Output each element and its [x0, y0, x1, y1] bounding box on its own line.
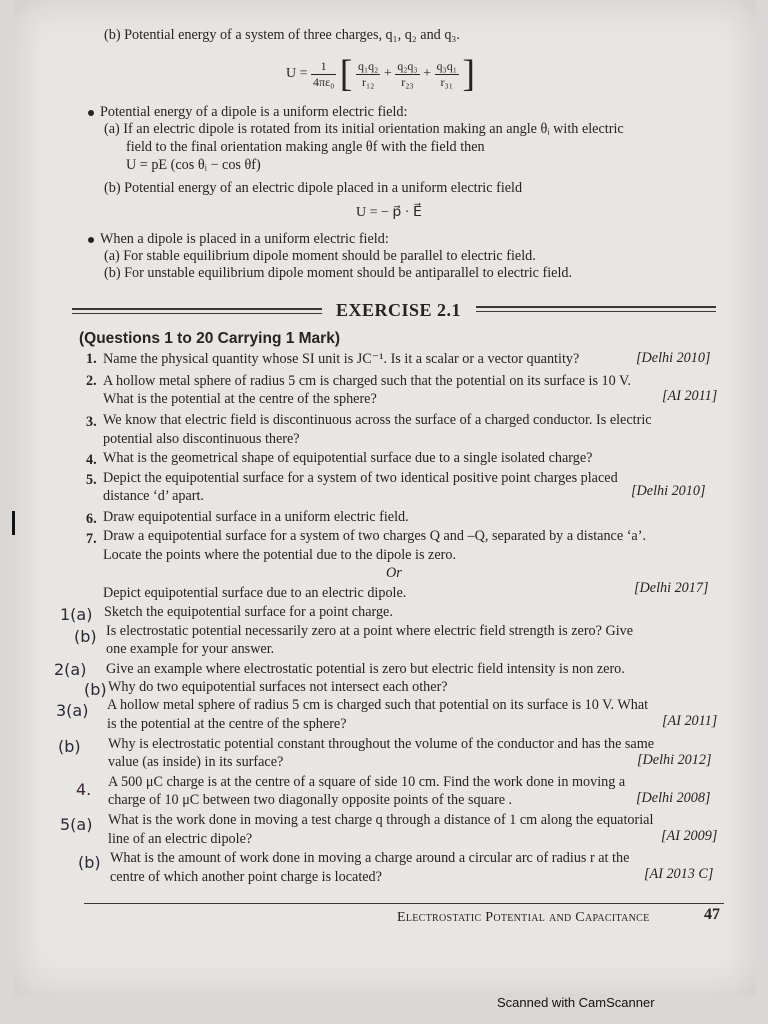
exercise-title: EXERCISE 2.1: [336, 300, 462, 320]
intro-line-b: (b) Potential energy of a system of three charges, q₁, q₂ and q₃.: [104, 27, 460, 43]
question-number: 2.: [86, 373, 97, 389]
question-text: value (as inside) in its surface?: [108, 754, 284, 770]
question-text: Is electrostatic potential necessarily zero at a point where electric field strength is zero? Give: [106, 623, 634, 639]
question-text: one example for your answer.: [106, 641, 275, 657]
scanner-watermark: Scanned with CamScanner: [497, 995, 655, 1010]
question-text: charge of 10 μC between two diagonally opposite points of the square .: [108, 792, 513, 808]
question-number: 3.: [86, 414, 97, 430]
question-ref: [Delhi 2010]: [636, 350, 711, 366]
formula-dipole-energy: U = − p⃗ · E⃗: [356, 205, 422, 220]
question-number: 5.: [86, 472, 97, 488]
question-text: centre of which another point charge is located?: [110, 869, 382, 885]
equilibrium-a: (a) For stable equilibrium dipole moment should be parallel to electric field.: [104, 248, 536, 264]
question-text: A hollow metal sphere of radius 5 cm is charged such that potential on its surface is 10 V. What: [107, 697, 649, 713]
equilibrium-bullet: When a dipole is placed in a uniform electric field:: [88, 231, 389, 248]
dipole-b-line: (b) Potential energy of an electric dipole placed in a uniform electric field: [104, 180, 523, 196]
handwritten-mark: 1(a): [60, 605, 93, 624]
question-ref: [AI 2013 C]: [644, 866, 714, 882]
question-ref: [Delhi 2012]: [637, 752, 712, 768]
handwritten-mark: (b): [58, 737, 81, 756]
binding-mark: [12, 511, 15, 535]
bullet-dot: [88, 110, 94, 116]
question-text: line of an electric dipole?: [108, 831, 253, 847]
question-number: 6.: [86, 511, 97, 527]
question-text: Sketch the equipotential surface for a point charge.: [104, 604, 393, 620]
question-ref: [Delhi 2008]: [636, 790, 711, 806]
question-number: 1.: [86, 351, 97, 367]
question-text: Give an example where electrostatic potential is zero but electric field intensity is non zero.: [106, 661, 625, 677]
handwritten-mark: (b): [74, 627, 97, 646]
question-text: Locate the points where the potential due to the dipole is zero.: [103, 547, 456, 563]
handwritten-mark: 2(a): [54, 660, 87, 679]
equilibrium-b: (b) For unstable equilibrium dipole moment should be antiparallel to electric field.: [104, 265, 573, 281]
question-ref: [Delhi 2017]: [634, 580, 709, 596]
question-text: Depict the equipotential surface for a system of two identical positive point charges placed: [103, 470, 618, 486]
dipole-bullet: Potential energy of a dipole is a uniform electric field:: [88, 104, 407, 121]
title-rule-right-thin: [476, 311, 716, 312]
handwritten-mark: (b): [78, 853, 101, 872]
question-text: A 500 μC charge is at the centre of a square of side 10 cm. Find the work done in moving a: [108, 774, 626, 790]
footer-chapter-title: Electrostatic Potential and Capacitance: [397, 910, 650, 925]
question-text: Name the physical quantity whose SI unit is JC⁻¹. Is it a scalar or a vector quantity?: [103, 351, 580, 367]
dipole-a-formula: U = pE (cos θᵢ − cos θf): [126, 157, 261, 173]
or-question-text: Depict equipotential surface due to an electric dipole.: [103, 585, 407, 601]
formula-prefactor: $\frac{1}{\text{4πε₀}}$: [313, 58, 335, 89]
book-page: [14, 0, 756, 995]
question-text: is the potential at the centre of the sphere?: [107, 716, 347, 732]
question-text: Draw equipotential surface in a uniform electric field.: [103, 509, 409, 525]
formula-term-3: $\frac{\text{q₃q₁}}{\text{r₃₁}}$: [436, 58, 457, 89]
question-ref: [AI 2011]: [662, 713, 718, 729]
question-number: 7.: [86, 531, 97, 547]
dipole-a-line-2: field to the final orientation making angle θf with the field then: [126, 139, 485, 155]
formula-three-charges: U = $\frac{1}{\text{4πε₀}}$ [ $\frac{\text{q₁q₂}}{\text{r₁₂}}$ + $\frac{\text{q₂q₃}}{\text{r₂₃}}$ + $\frac{\text{q₃q₁}}{\text{r₃₁}}$ ]: [286, 53, 476, 95]
formula-term-1: $\frac{\text{q₁q₂}}{\text{r₁₂}}$: [357, 58, 379, 89]
handwritten-mark: 5(a): [60, 815, 93, 834]
question-text: What is the potential at the centre of the sphere?: [103, 391, 377, 407]
question-text: potential also discontinuous there?: [103, 431, 300, 447]
page-number: 47: [704, 906, 720, 923]
questions-heading: (Questions 1 to 20 Carrying 1 Mark): [79, 330, 340, 347]
title-rule-left-thin: [72, 313, 322, 314]
dipole-a-line-1: (a) If an electric dipole is rotated from its initial orientation making an angle θᵢ with electric: [104, 121, 624, 137]
bullet-dot: [88, 237, 94, 243]
title-rule-left: [72, 308, 322, 310]
question-text: We know that electric field is discontinuous across the surface of a charged conductor. Is electric: [103, 412, 652, 428]
question-number: 4.: [86, 452, 97, 468]
question-text: What is the amount of work done in moving a charge around a circular arc of radius r at the: [110, 850, 630, 866]
footer-rule: [84, 903, 724, 904]
handwritten-mark: (b): [84, 680, 107, 699]
or-separator: Or: [386, 565, 402, 581]
question-text: Why is electrostatic potential constant throughout the volume of the conductor and has the same: [108, 736, 655, 752]
question-text: Why do two equipotential surfaces not intersect each other?: [108, 679, 448, 695]
question-ref: [AI 2009]: [661, 828, 718, 844]
question-ref: [Delhi 2010]: [631, 483, 706, 499]
question-ref: [AI 2011]: [662, 388, 718, 404]
handwritten-mark: 4.: [76, 780, 92, 799]
question-text: A hollow metal sphere of radius 5 cm is charged such that the potential on its surface is 10 V.: [103, 373, 631, 389]
title-rule-right: [476, 306, 716, 308]
handwritten-mark: 3(a): [56, 701, 89, 720]
formula-term-2: $\frac{\text{q₂q₃}}{\text{r₂₃}}$: [397, 58, 418, 89]
question-text: Draw a equipotential surface for a system of two charges Q and –Q, separated by a distance ‘a’.: [103, 528, 646, 544]
formula-lhs: U =: [286, 66, 308, 82]
question-text: What is the work done in moving a test charge q through a distance of 1 cm along the equatorial: [108, 812, 654, 828]
question-text: distance ‘d’ apart.: [103, 488, 204, 504]
question-text: What is the geometrical shape of equipotential surface due to a single isolated charge?: [103, 450, 593, 466]
